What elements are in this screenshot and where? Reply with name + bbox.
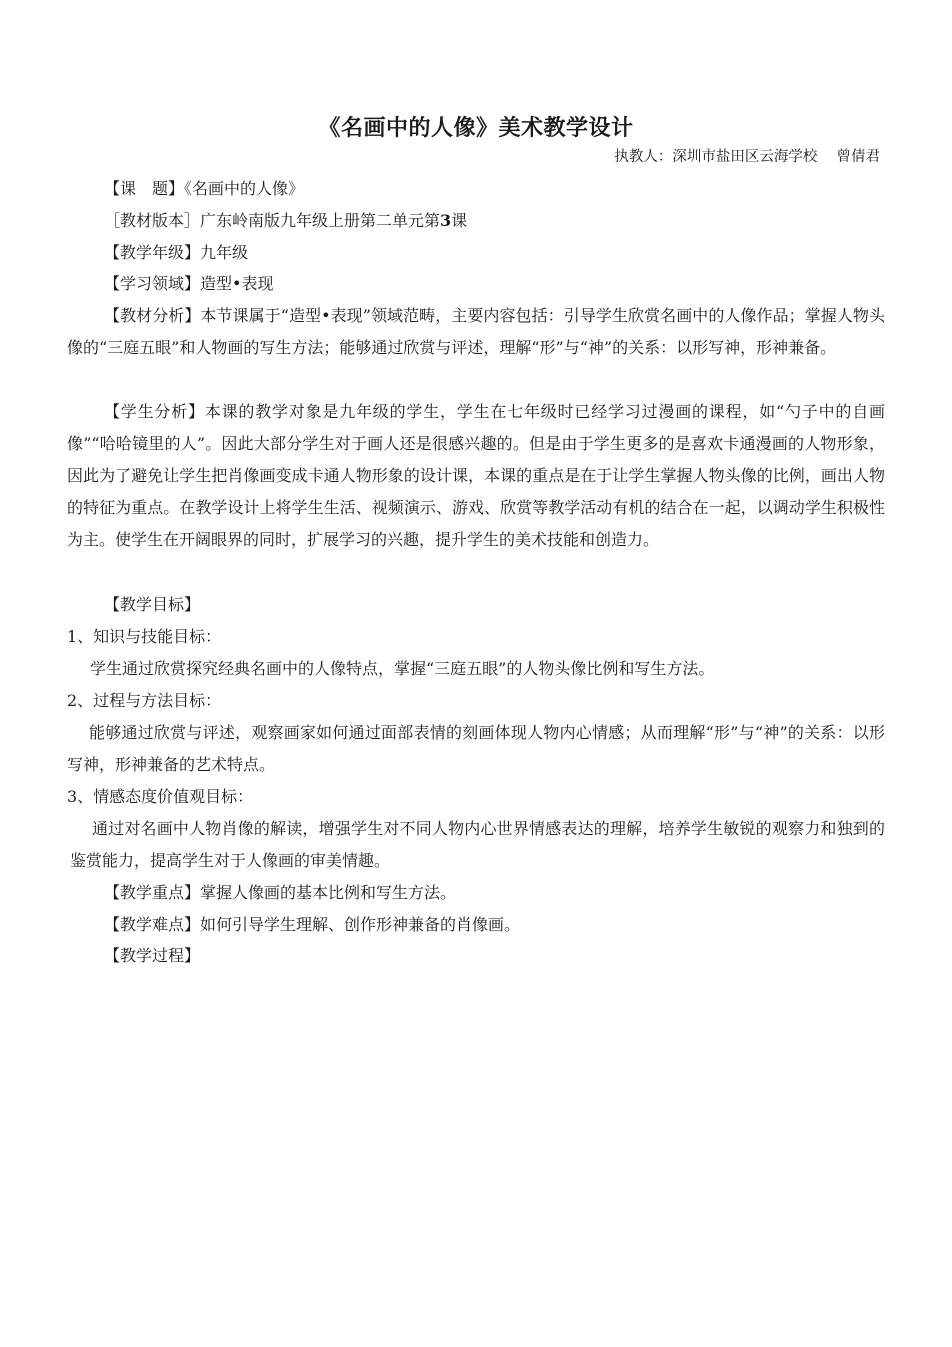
edition-suffix: 课 (451, 211, 468, 230)
difficulty: 【教学难点】如何引导学生理解、创作形神兼备的肖像画。 (104, 915, 521, 934)
material-analysis: 【教材分析】本节课属于“造型•表现”领域范畴，主要内容包括：引导学生欣赏名画中的人像作品；掌握人物头像的“三庭五眼”和人物画的写生方法；能够通过欣赏与评述，理解“形”与“神”的关系：以形写神，形神兼备。 (67, 306, 885, 357)
goal1-text: 学生通过欣赏探究经典名画中的人像特点，掌握“三庭五眼”的人物头像比例和写生方法。 (90, 659, 715, 678)
author-line: 执教人：深圳市盐田区云海学校 曾倩君 (614, 149, 880, 165)
lesson-topic: 【课 题】《名画中的人像》 (104, 179, 305, 198)
edition-text: ［教材版本］广东岭南版九年级上册第二单元第 (104, 211, 441, 230)
goals-heading: 【教学目标】 (104, 595, 201, 614)
teaching-grade: 【教学年级】九年级 (104, 243, 249, 262)
process-heading: 【教学过程】 (104, 946, 201, 965)
student-analysis: 【学生分析】本课的教学对象是九年级的学生，学生在七年级时已经学习过漫画的课程，如“勺子中的自画像”“哈哈镜里的人”。因此大部分学生对于画人还是很感兴趣的。但是由于学生更多的是喜欢卡通漫画的人物形象，因此为了避免让学生把肖像画变成卡通人物形象的设计课，本课的重点是在于让学生掌握人物头像的比例，画出人物的特征为重点。在教学设计上将学生生活、视频演示、游戏、欣赏等教学活动有机的结合在一起，以调动学生积极性为主。使学生在开阔眼界的同时，扩展学习的兴趣，提升学生的美术技能和创造力。 (67, 402, 885, 549)
key-point: 【教学重点】掌握人像画的基本比例和写生方法。 (104, 883, 457, 902)
goal2-heading: 2、过程与方法目标： (67, 691, 222, 710)
edition-number: 3 (440, 211, 452, 230)
goal3-heading: 3、情感态度价值观目标： (67, 787, 254, 806)
goal3-text: 通过对名画中人物肖像的解读，增强学生对不同人物内心世界情感表达的理解，培养学生敏锐的观察力和独到的鉴赏能力，提高学生对于人像画的审美情趣。 (70, 819, 885, 870)
textbook-edition (104, 210, 467, 232)
learning-field: 【学习领域】造型•表现 (104, 274, 274, 293)
document-title: 《名画中的人像》美术教学设计 (318, 116, 634, 141)
goal2-text: 能够通过欣赏与评述，观察画家如何通过面部表情的刻画体现人物内心情感；从而理解“形”与“神”的关系：以形写神，形神兼备的艺术特点。 (67, 723, 885, 774)
goal1-heading: 1、知识与技能目标： (67, 627, 222, 646)
